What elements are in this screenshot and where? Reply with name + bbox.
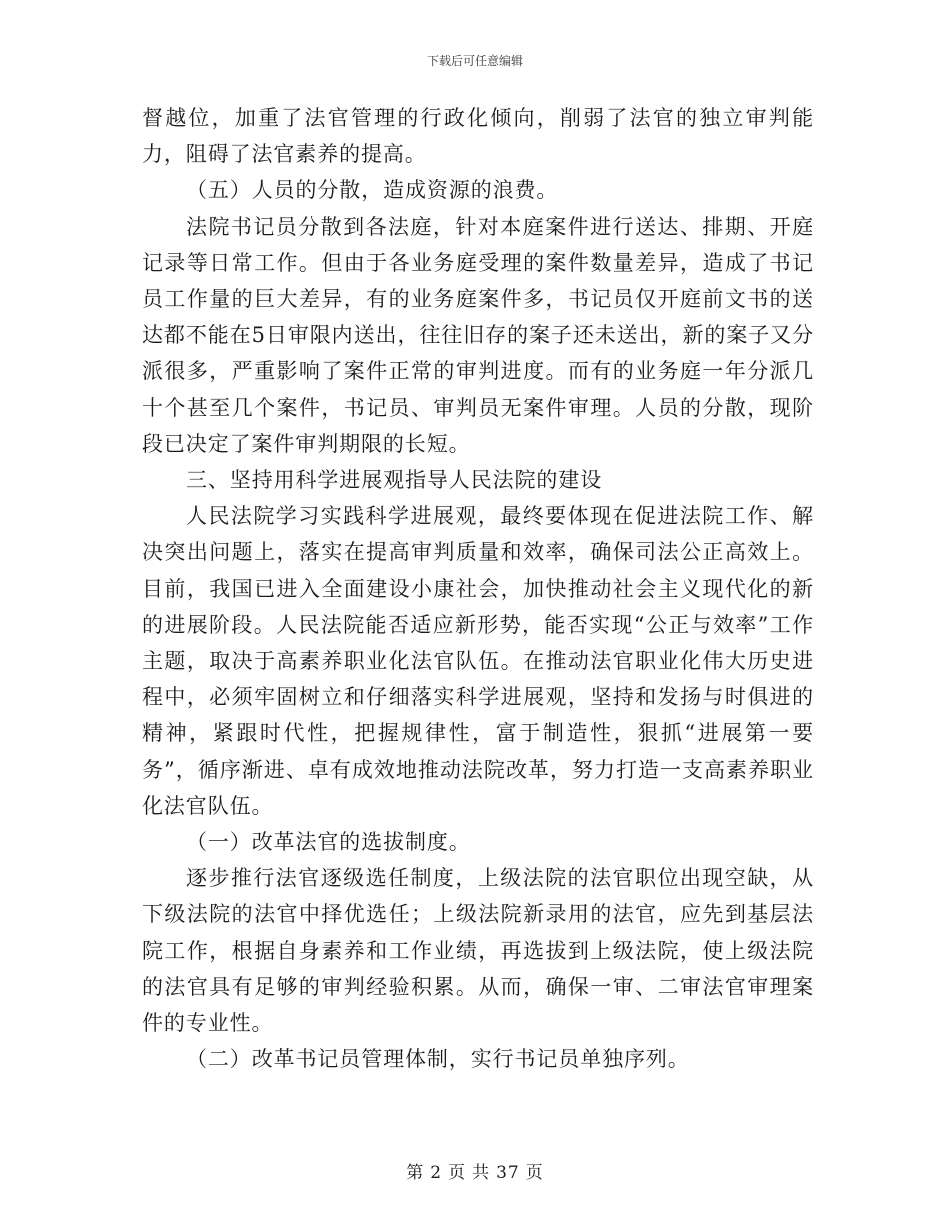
paragraph-judge-selection: 逐步推行法官逐级选任制度，上级法院的法官职位出现空缺，从下级法院的法官中择优选任；上级法院新录用的法官，应先到基层法院工作，根据自身素养和工作业绩，再选拔到上级法院，使上级法院的法官具有足够的审判经验积累。从而，确保一审、二审法官审理案件的专业性。: [142, 866, 814, 1036]
paragraph-clerk-dispersion: 法院书记员分散到各法庭，针对本庭案件进行送达、排期、开庭记录等日常工作。但由于各业务庭受理的案件数量差异，造成了书记员工作量的巨大差异，有的业务庭案件多，书记员仅开庭前文书的送达都不能在5日审限内送出，往往旧存的案子还未送出，新的案子又分派很多，严重影响了案件正常的审判进度。而有的业务庭一年分派几十个甚至几个案件，书记员、审判员无案件审理。人员的分散，现阶段已决定了案件审判期限的长短。: [142, 214, 814, 456]
section-heading-3: 三、坚持用科学进展观指导人民法院的建设: [186, 468, 603, 493]
subsection-heading-1: （一）改革法官的选拔制度。: [186, 830, 471, 855]
footer-prefix: 第: [406, 1163, 425, 1183]
footer-total-unit: 页: [525, 1163, 544, 1183]
page-footer: [0, 1158, 950, 1183]
subsection-heading-2: （二）改革书记员管理体制，实行书记员单独序列。: [186, 1047, 690, 1072]
paragraph-continuation: 督越位，加重了法官管理的行政化倾向，削弱了法官的独立审判能力，阻碍了法官素养的提高。: [142, 106, 814, 167]
footer-page-unit: 页: [448, 1163, 467, 1183]
footer-total-pages: 37: [496, 1163, 520, 1183]
footer-page-number: 2: [430, 1163, 443, 1183]
footer-total-prefix: 共: [472, 1163, 491, 1183]
page-header: 下载后可任意编辑: [426, 54, 523, 68]
section-heading-5: （五）人员的分散，造成资源的浪费。: [186, 178, 559, 203]
paragraph-scientific-development: 人民法院学习实践科学进展观，最终要体现在促进法院工作、解决突出问题上，落实在提高审判质量和效率，确保司法公正高效上。目前，我国已进入全面建设小康社会，加快推动社会主义现代化的新的进展阶段。人民法院能否适应新形势，能否实现“公正与效率”工作主题，取决于高素养职业化法官队伍。在推动法官职业化伟大历史进程中，必须牢固树立和仔细落实科学进展观，坚持和发扬与时俱进的精神，紧跟时代性，把握规律性，富于制造性，狠抓“进展第一要务”，循序渐进、卓有成效地推动法院改革，努力打造一支高素养职业化法官队伍。: [142, 504, 814, 818]
body-text: [142, 100, 814, 1077]
